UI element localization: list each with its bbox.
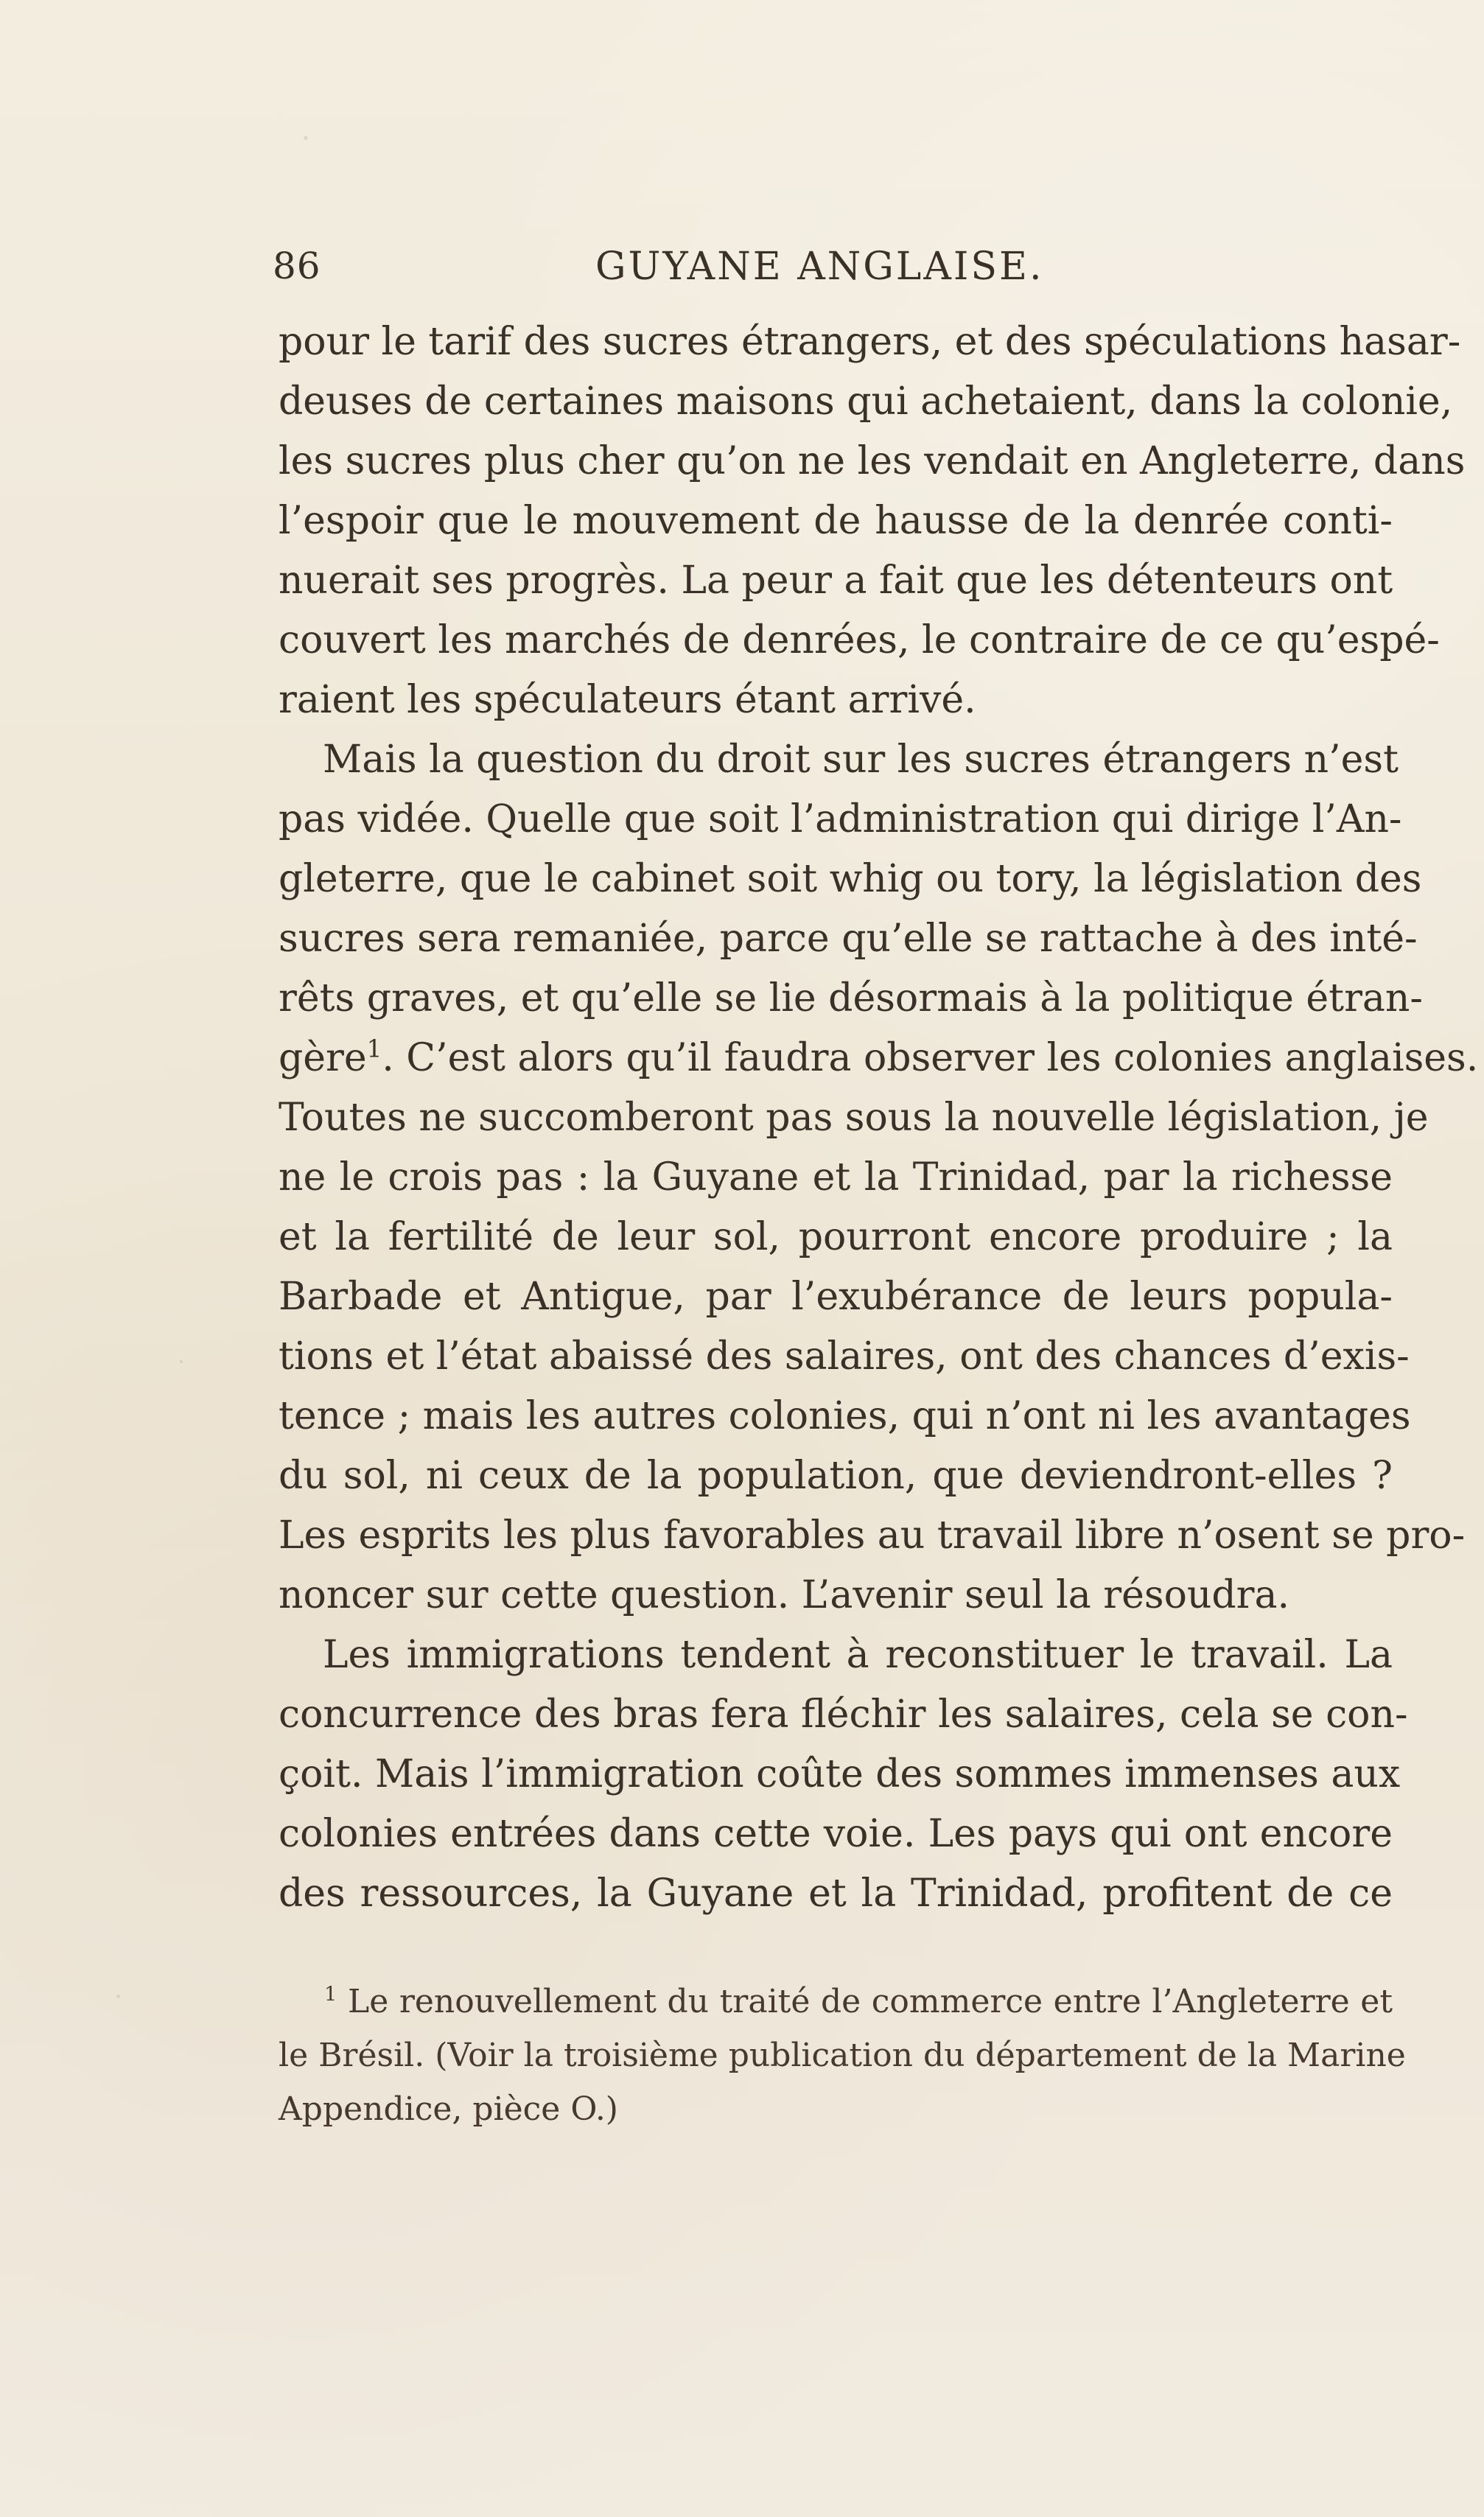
running-title: GUYANE ANGLAISE. (595, 245, 1044, 289)
text-line: colonies entrées dans cette voie. Les pays qui ont encore (279, 1812, 1393, 1856)
text-line: sucres sera remaniée, parce qu’elle se rattache à des inté- (279, 917, 1418, 961)
text-line-with-footnote-reference (279, 1029, 1479, 1088)
text-line: deuses de certaines maisons qui achetaient, dans la colonie, (279, 379, 1453, 424)
text-line: çoit. Mais l’immigration coûte des sommes immenses aux (279, 1752, 1401, 1796)
footnote-line: Appendice, pièce O.) (279, 2090, 618, 2128)
paper-spot (304, 136, 308, 140)
footnote-line (279, 1975, 1393, 2028)
text-line: noncer sur cette question. L’avenir seul la résoudra. (279, 1573, 1290, 1617)
text-line: rêts graves, et qu’elle se lie désormais à la politique étran- (279, 976, 1423, 1021)
text-line: des ressources, la Guyane et la Trinidad, profitent de ce (279, 1872, 1393, 1916)
page-number: 86 (273, 245, 321, 287)
text-line: couvert les marchés de denrées, le contraire de ce qu’espé- (279, 618, 1440, 662)
text-line: les sucres plus cher qu’on ne les vendait en Angleterre, dans (279, 439, 1466, 483)
text-line: Les immigrations tendent à reconstituer le travail. La (323, 1633, 1393, 1677)
text-line: Barbade et Antigue, par l’exubérance de leurs popula- (279, 1275, 1393, 1319)
paper-spot (116, 1995, 120, 1998)
footnote-reference: 1 (366, 1035, 382, 1063)
page-header (273, 245, 1393, 295)
text-line: Toutes ne succomberont pas sous la nouvelle législation, je (279, 1096, 1429, 1140)
text-line: ne le crois pas : la Guyane et la Trinidad, par la richesse (279, 1155, 1393, 1200)
footnote (279, 1975, 1406, 2136)
text-line: l’espoir que le mouvement de hausse de la denrée conti- (279, 499, 1393, 543)
footnote-line: le Brésil. (Voir la troisième publication du département de la Marine (279, 2037, 1406, 2074)
text-line: et la fertilité de leur sol, pourront encore produire ; la (279, 1215, 1393, 1259)
text-line: nuerait ses progrès. La peur a fait que les détenteurs ont (279, 559, 1393, 603)
footnote-marker: 1 (324, 1983, 337, 2006)
text-line: raient les spéculateurs étant arrivé. (279, 678, 976, 722)
text-line: du sol, ni ceux de la population, que deviendront-elles ? (279, 1454, 1393, 1498)
text-line: Les esprits les plus favorables au travail libre n’osent se pro- (279, 1513, 1466, 1558)
text-line: concurrence des bras fera fléchir les salaires, cela se con- (279, 1692, 1408, 1737)
text-fragment: . C’est alors qu’il faudra observer les colonies anglaises. (382, 1036, 1479, 1080)
text-line: gleterre, que le cabinet soit whig ou tory, la législation des (279, 857, 1422, 901)
main-text (279, 312, 1479, 1924)
paper-spot (180, 1360, 183, 1363)
text-fragment: gère (279, 1036, 367, 1080)
text-line: pour le tarif des sucres étrangers, et des spéculations hasar- (279, 320, 1461, 364)
footnote-text: Le renouvellement du traité de commerce entre l’Angleterre et (347, 1983, 1393, 2020)
text-line: Mais la question du droit sur les sucres étrangers n’est (323, 738, 1399, 782)
text-line: tions et l’état abaissé des salaires, ont des chances d’exis- (279, 1334, 1410, 1379)
text-line: tence ; mais les autres colonies, qui n’ont ni les avantages (279, 1394, 1411, 1438)
text-line: pas vidée. Quelle que soit l’administration qui dirige l’An- (279, 797, 1402, 841)
